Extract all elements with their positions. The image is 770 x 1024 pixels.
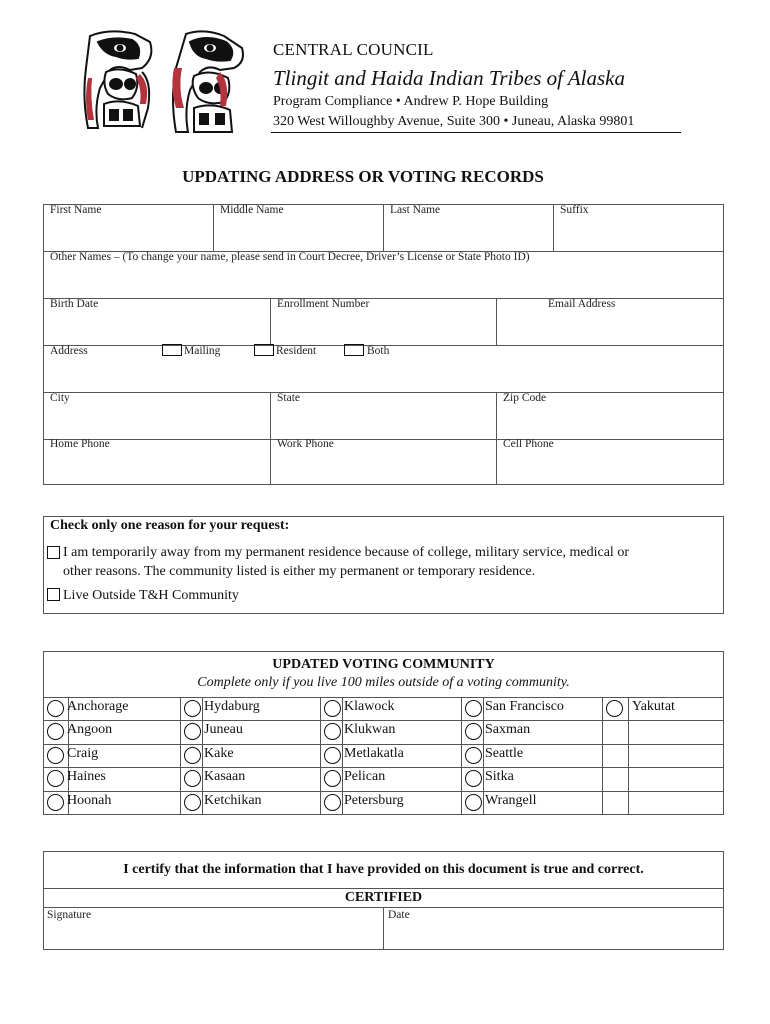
certified-label: CERTIFIED (344, 890, 423, 905)
temporarily-away-line1: I am temporarily away from my permanent residence because of college, military service, medical or (63, 545, 629, 560)
certify-divider (43, 888, 724, 889)
community-label: Pelican (344, 769, 386, 785)
header-rule (271, 132, 681, 133)
community-radio-metlakatla[interactable] (324, 747, 341, 764)
suffix-label: Suffix (560, 204, 589, 216)
voting-row-line (43, 767, 724, 768)
community-label: Wrangell (485, 792, 537, 808)
city-field[interactable] (43, 392, 271, 440)
voting-col-line (180, 697, 181, 814)
community-radio-hydaburg[interactable] (184, 700, 201, 717)
other-names-label: Other Names – (To change your name, please send in Court Decree, Driver’s License or State Photo ID) (50, 251, 530, 263)
program-line: Program Compliance • Andrew P. Hope Building (273, 94, 549, 109)
voting-row-line (43, 814, 724, 815)
cell-phone-label: Cell Phone (503, 438, 554, 450)
community-label: Haines (67, 769, 106, 785)
resident-checkbox[interactable] (254, 344, 274, 356)
address-label: Address (50, 345, 88, 357)
tribal-logo (80, 28, 250, 138)
community-radio-klawock[interactable] (324, 700, 341, 717)
both-label: Both (367, 345, 390, 357)
enrollment-number-label: Enrollment Number (277, 298, 370, 310)
email-address-label: Email Address (548, 298, 616, 310)
temporarily-away-checkbox[interactable] (47, 546, 60, 559)
community-label: Angoon (67, 722, 113, 738)
community-radio-craig[interactable] (47, 747, 64, 764)
community-radio-seattle[interactable] (465, 747, 482, 764)
mailing-checkbox[interactable] (162, 344, 182, 356)
community-radio-ketchikan[interactable] (184, 794, 201, 811)
council-name: CENTRAL COUNCIL (273, 40, 434, 59)
community-label: Hydaburg (204, 699, 260, 714)
community-radio-wrangell[interactable] (465, 794, 482, 811)
form-title: UPDATING ADDRESS OR VOTING RECORDS (182, 167, 544, 186)
both-checkbox[interactable] (344, 344, 364, 356)
community-label: Kasaan (204, 769, 246, 785)
community-label: Kake (204, 745, 234, 761)
zip-code-label: Zip Code (503, 392, 547, 404)
signature-label: Signature (47, 909, 92, 921)
voting-row-line (43, 697, 724, 698)
reason-title: Check only one reason for your request: (50, 518, 290, 533)
temporarily-away-line2: other reasons. The community listed is either my permanent or temporary residence. (63, 564, 536, 579)
community-label: Sitka (485, 769, 514, 785)
community-label: Anchorage (67, 699, 129, 714)
community-radio-kake[interactable] (184, 747, 201, 764)
home-phone-label: Home Phone (50, 438, 110, 450)
voting-subtitle: Complete only if you live 100 miles outside of a voting community. (197, 675, 570, 690)
community-label: Klawock (344, 699, 395, 714)
community-label: Yakutat (632, 699, 675, 714)
community-label: Ketchikan (204, 792, 262, 808)
certify-statement: I certify that the information that I have provided on this document is true and correct. (123, 862, 644, 877)
birth-date-label: Birth Date (50, 298, 99, 310)
voting-title: UPDATED VOTING COMMUNITY (272, 657, 495, 672)
community-label: Hoonah (67, 792, 112, 808)
work-phone-label: Work Phone (277, 438, 334, 450)
voting-col-line (628, 697, 629, 814)
city-label: City (50, 392, 70, 404)
community-radio-hoonah[interactable] (47, 794, 64, 811)
last-name-label: Last Name (390, 204, 441, 216)
community-radio-san-francisco[interactable] (465, 700, 482, 717)
voting-col-line (461, 697, 462, 814)
community-label: Metlakatla (344, 745, 404, 761)
signature-field[interactable] (43, 907, 384, 950)
live-outside-checkbox[interactable] (47, 588, 60, 601)
voting-col-line (342, 697, 343, 814)
community-label: Klukwan (344, 722, 396, 738)
state-label: State (277, 392, 300, 404)
voting-col-line (202, 697, 203, 814)
voting-col-line (483, 697, 484, 814)
address-line: 320 West Willoughby Avenue, Suite 300 • Juneau, Alaska 99801 (273, 114, 635, 129)
community-label: Seattle (485, 745, 524, 761)
tribes-name: Tlingit and Haida Indian Tribes of Alaska (273, 66, 625, 90)
community-label: Saxman (485, 722, 531, 738)
community-label: Juneau (204, 722, 243, 738)
middle-name-label: Middle Name (220, 204, 284, 216)
resident-label: Resident (276, 345, 317, 357)
first-name-label: First Name (50, 204, 102, 216)
community-label: Craig (67, 745, 99, 761)
community-radio-petersburg[interactable] (324, 794, 341, 811)
date-field[interactable] (383, 907, 724, 950)
live-outside-label: Live Outside T&H Community (63, 588, 239, 603)
community-label: San Francisco (485, 699, 564, 714)
mailing-label: Mailing (184, 345, 221, 357)
date-label: Date (388, 909, 410, 921)
community-label: Petersburg (344, 792, 404, 808)
voting-col-line (320, 697, 321, 814)
voting-col-line (602, 697, 603, 814)
community-radio-anchorage[interactable] (47, 700, 64, 717)
voting-row-line (43, 720, 724, 721)
state-field[interactable] (270, 392, 497, 440)
community-radio-yakutat[interactable] (606, 700, 623, 717)
